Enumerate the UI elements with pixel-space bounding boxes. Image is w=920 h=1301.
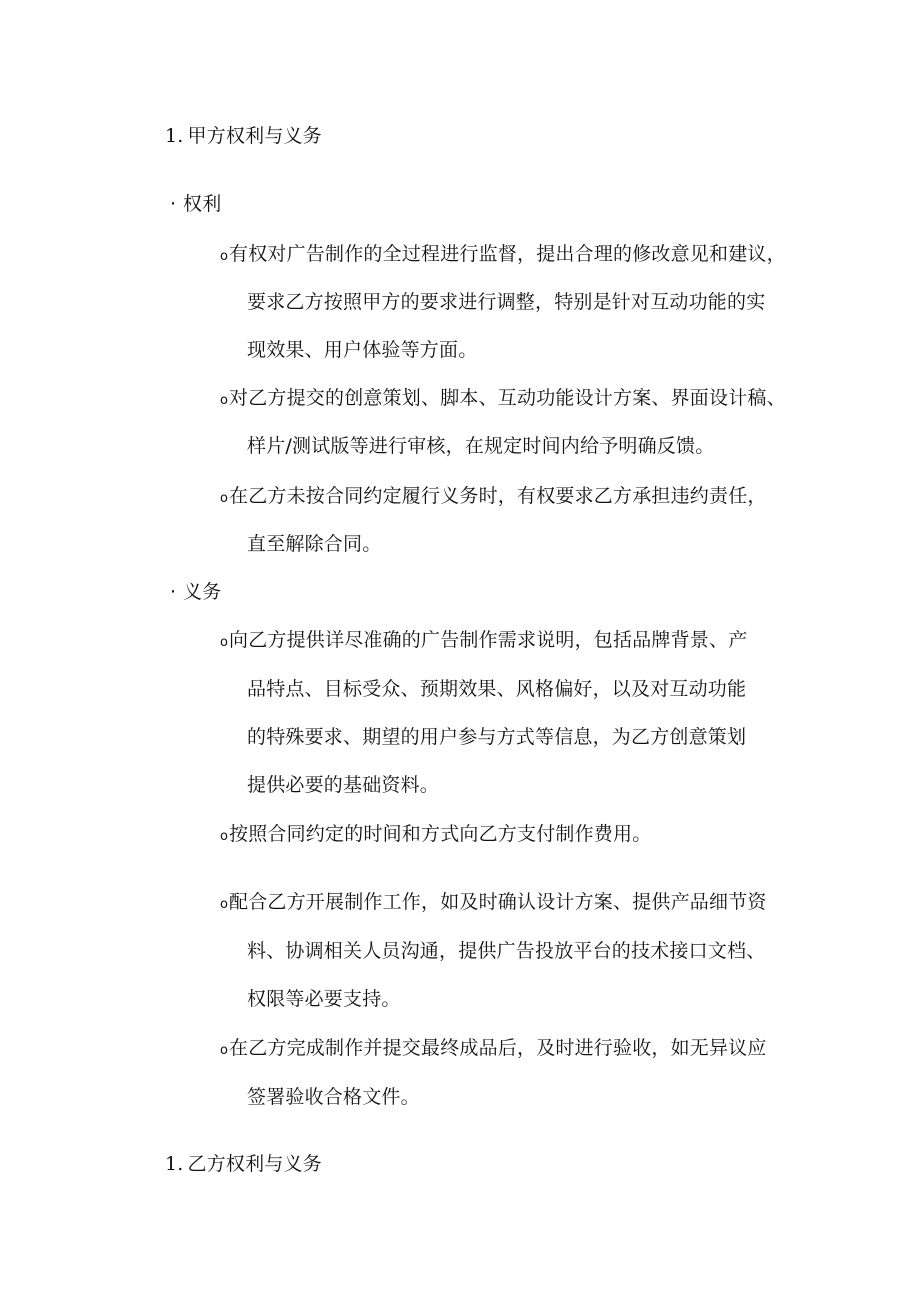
group-label: 义务 (183, 581, 222, 603)
list-item-line (220, 1036, 767, 1063)
group-heading-rights (170, 192, 221, 216)
group-label: 权利 (183, 193, 222, 215)
circle-bullet-icon: o (220, 491, 229, 506)
circle-bullet-icon: o (220, 1043, 229, 1058)
section-heading (165, 1152, 322, 1176)
list-item-line (220, 386, 786, 413)
item-text: 对乙方提交的创意策划、脚本、互动功能设计方案、界面设计稿、 (229, 387, 786, 409)
item-text: 料、协调相关人员沟通，提供广告投放平台的技术接口文档、 (247, 940, 766, 962)
item-text: 现效果、用户体验等方面。 (247, 339, 478, 361)
item-text: 有权对广告制作的全过程进行监督，提出合理的修改意见和建议， (229, 243, 786, 265)
section-number: 1. (165, 1153, 184, 1175)
circle-bullet-icon: o (220, 635, 229, 650)
group-heading-obligations (170, 580, 221, 604)
item-text: 要求乙方按照甲方的要求进行调整，特别是针对互动功能的实 (247, 291, 766, 313)
item-text: 样片/测试版等进行审核，在规定时间内给予明确反馈。 (247, 435, 715, 457)
item-text: 在乙方完成制作并提交最终成品后，及时进行验收，如无异议应 (229, 1037, 767, 1059)
list-item-line (220, 242, 786, 269)
item-text: 按照合同约定的时间和方式向乙方支付制作费用。 (229, 823, 652, 845)
bullet-dot: · (170, 193, 177, 215)
section-title: 甲方权利与义务 (187, 125, 322, 147)
list-item-line (220, 890, 767, 917)
bullet-dot: · (170, 581, 177, 603)
circle-bullet-icon: o (220, 897, 229, 912)
item-text: 签署验收合格文件。 (247, 1086, 420, 1108)
item-text: 直至解除合同。 (247, 533, 382, 555)
section-number: 1. (165, 125, 184, 147)
list-item-line (220, 628, 747, 655)
item-text: 权限等必要支持。 (247, 988, 401, 1010)
item-text: 配合乙方开展制作工作，如及时确认设计方案、提供产品细节资 (229, 891, 767, 913)
circle-bullet-icon: o (220, 249, 229, 264)
item-text: 品特点、目标受众、预期效果、风格偏好，以及对互动功能 (247, 678, 747, 700)
section-heading (165, 124, 322, 148)
item-text: 在乙方未按合同约定履行义务时，有权要求乙方承担违约责任， (229, 485, 767, 507)
item-text: 的特殊要求、期望的用户参与方式等信息，为乙方创意策划 (247, 726, 747, 748)
item-text: 向乙方提供详尽准确的广告制作需求说明，包括品牌背景、产 (229, 629, 748, 651)
list-item-line (220, 484, 767, 511)
circle-bullet-icon: o (220, 393, 229, 408)
list-item-line (220, 822, 651, 849)
circle-bullet-icon: o (220, 829, 229, 844)
section-title: 乙方权利与义务 (187, 1153, 322, 1175)
item-text: 提供必要的基础资料。 (247, 774, 440, 796)
